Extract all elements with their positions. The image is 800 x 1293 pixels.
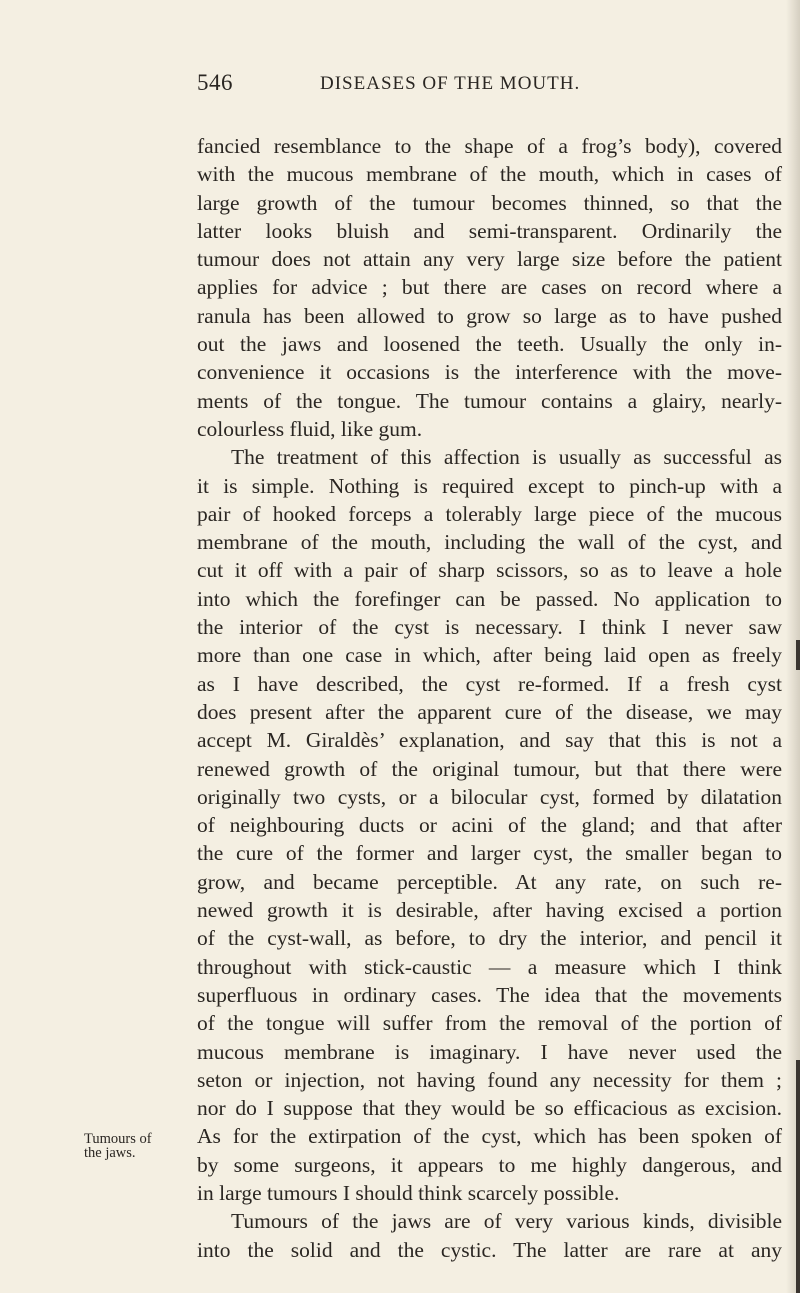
text-line: ments of the tongue. The tumour contains a glairy, nearly- xyxy=(197,388,782,413)
text-line: into which the forefinger can be passed. No application to xyxy=(197,586,782,611)
text-line: large growth of the tumour becomes thinned, so that the xyxy=(197,190,782,215)
text-line: more than one case in which, after being laid open as freely xyxy=(197,643,782,668)
text-line: throughout with stick-caustic — a measure which I think xyxy=(197,954,782,979)
page-header xyxy=(0,70,800,110)
text-line: grow, and became perceptible. At any rate, on such re- xyxy=(197,869,782,894)
text-line: originally two cysts, or a bilocular cyst, formed by dilatation xyxy=(197,784,782,809)
text-line: tumour does not attain any very large size before the patient xyxy=(197,247,782,272)
text-line: does present after the apparent cure of the disease, we may xyxy=(197,699,782,724)
text-line: fancied resemblance to the shape of a frog’s body), covered xyxy=(197,134,782,158)
body-text xyxy=(197,132,782,1264)
text-line: seton or injection, not having found any necessity for them ; xyxy=(197,1067,782,1092)
margin-note xyxy=(84,1132,194,1160)
text-line: ranula has been allowed to grow so large as to have pushed xyxy=(197,303,782,328)
text-line: cut it off with a pair of sharp scissors, so as to leave a hole xyxy=(197,558,782,583)
page-edge-mark xyxy=(796,1060,800,1293)
text-line: membrane of the mouth, including the wall of the cyst, and xyxy=(197,530,782,555)
page-number: 546 xyxy=(197,70,233,95)
text-line: the interior of the cyst is necessary. I think I never saw xyxy=(197,615,782,640)
text-line: by some surgeons, it appears to me highly dangerous, and xyxy=(197,1152,782,1177)
paragraph-end-line: colourless fluid, like gum. xyxy=(197,416,423,441)
text-line: latter looks bluish and semi-transparent. Ordinarily the xyxy=(197,218,782,243)
running-head: DISEASES OF THE MOUTH. xyxy=(320,73,581,94)
page-edge-mark xyxy=(796,640,800,670)
text-line: applies for advice ; but there are cases on record where a xyxy=(197,275,782,300)
text-line: into the solid and the cystic. The latter are rare at any xyxy=(197,1237,782,1262)
text-line: out the jaws and loosened the teeth. Usually the only in- xyxy=(197,332,782,357)
paragraph-end-line: in large tumours I should think scarcely possible. xyxy=(197,1180,620,1205)
paragraph-start-line: Tumours of the jaws are of very various kinds, divisible xyxy=(231,1209,782,1234)
text-line: of neighbouring ducts or acini of the gland; and that after xyxy=(197,813,782,838)
text-line: the cure of the former and larger cyst, the smaller began to xyxy=(197,841,782,866)
text-line: convenience it occasions is the interference with the move- xyxy=(197,360,782,385)
text-line: it is simple. Nothing is required except to pinch-up with a xyxy=(197,473,782,498)
text-line: with the mucous membrane of the mouth, which in cases of xyxy=(197,162,782,187)
text-line: of the tongue will suffer from the removal of the portion of xyxy=(197,1011,782,1036)
text-line: nor do I suppose that they would be so efficacious as excision. xyxy=(197,1096,782,1121)
text-line: accept M. Giraldès’ explanation, and say that this is not a xyxy=(197,728,782,753)
text-line: renewed growth of the original tumour, but that there were xyxy=(197,756,782,781)
text-line: As for the extirpation of the cyst, which has been spoken of xyxy=(197,1124,782,1149)
text-line: newed growth it is desirable, after having excised a portion xyxy=(197,898,782,923)
text-line: as I have described, the cyst re-formed. If a fresh cyst xyxy=(197,671,782,696)
text-line: of the cyst-wall, as before, to dry the interior, and pencil it xyxy=(197,926,782,951)
text-line: mucous membrane is imaginary. I have never used the xyxy=(197,1039,782,1064)
paragraph-start-line: The treatment of this affection is usually as successful as xyxy=(231,445,782,470)
margin-note-line: Tumours of xyxy=(84,1131,152,1147)
text-line: superfluous in ordinary cases. The idea that the movements xyxy=(197,982,782,1007)
margin-note-line: the jaws. xyxy=(84,1145,136,1161)
text-line: pair of hooked forceps a tolerably large piece of the mucous xyxy=(197,501,782,526)
